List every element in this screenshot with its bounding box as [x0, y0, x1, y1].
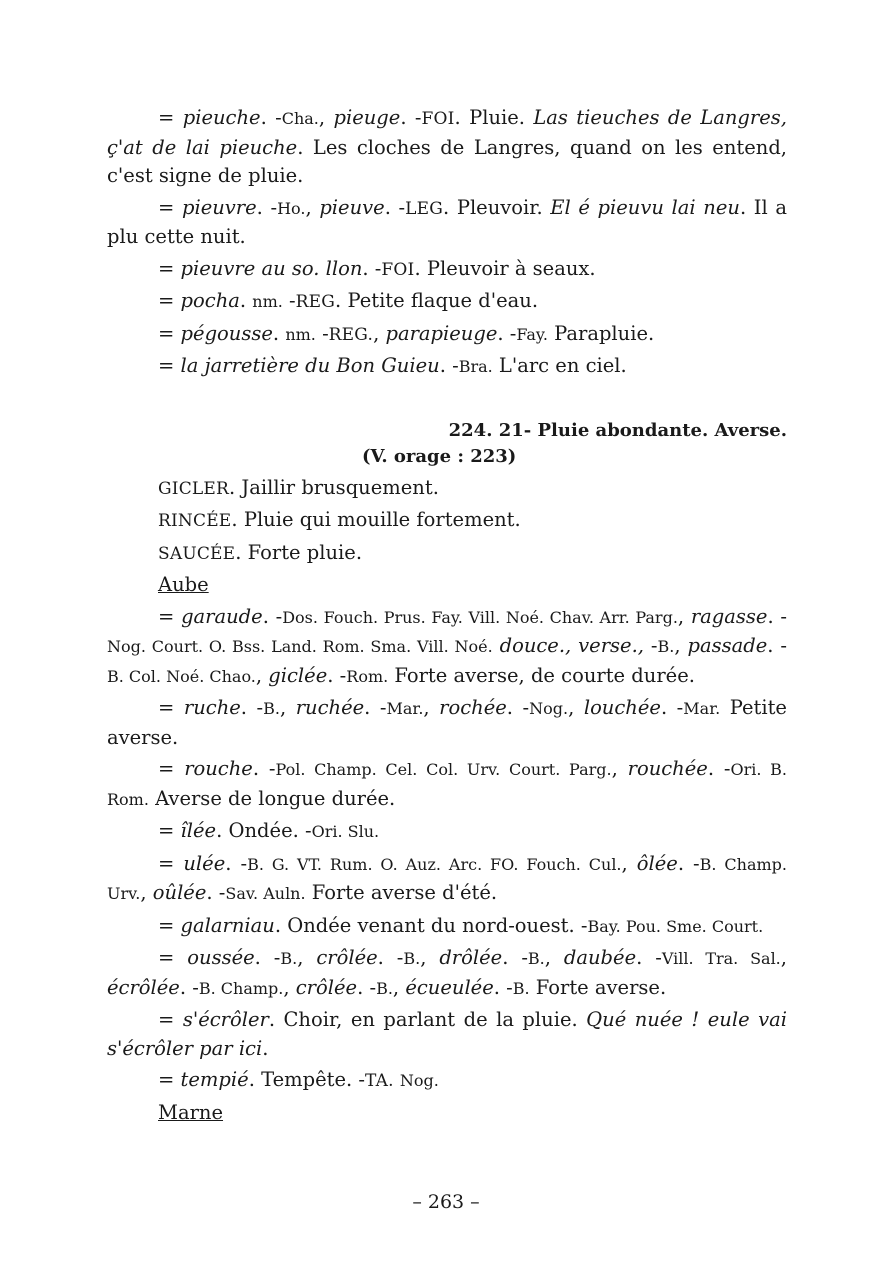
page-number: – 263 – [412, 1191, 480, 1213]
entry-ruche: = ruche. -B., ruchée. -Mar., rochée. -Nog., louchée. -Mar. Petite averse. [107, 696, 787, 749]
entry-ilee: = îlée. Ondée. -Ori. Slu. [158, 819, 380, 842]
entry-pegousse: = pégousse. nm. -REG., parapieuge. -Fay. Parapluie. [158, 321, 655, 345]
entry-pieuvre-au-sollon: = pieuvre au so. llon. -FOI. Pleuvoir à seaux. [158, 256, 596, 280]
section-heading-crossref: (V. orage : 223) [362, 445, 517, 467]
entry-garaude: = garaude. -Dos. Fouch. Prus. Fay. Vill. Noé. Chav. Arr. Parg., ragasse. -Nog. Court. O. Bss. Land. Rom. Sma. Vill. Noé. douce., verse., -B., passade. -B. Col. Noé. Chao., giclée. -Rom. Forte averse, de courte durée. [107, 604, 787, 687]
entry-pocha: = pocha. nm. -REG. Petite flaque d'eau. [158, 289, 539, 312]
entry-jarretiere: = la jarretière du Bon Guieu. -Bra. L'arc en ciel. [158, 354, 627, 377]
region-heading-marne: Marne [158, 1100, 224, 1124]
entry-rouche: = rouche. -Pol. Champ. Cel. Col. Urv. Court. Parg., rouchée. -Ori. B. Rom. Averse de longue durée. [107, 757, 787, 810]
section-spacer [107, 385, 787, 418]
entry-pieuche: = pieuche. -Cha., pieuge. -FOI. Pluie. Las tieuches de Langres, ç'at de lai pieuche. Les cloches de Langres, quand on les entend, c'est signe de pluie. [107, 106, 787, 187]
entry-saucee: SAUCÉE. Forte pluie. [158, 540, 363, 564]
entry-gicler: GICLER. Jaillir brusquement. [158, 475, 439, 499]
entry-ulee: = ulée. -B. G. VT. Rum. O. Auz. Arc. FO. Fouch. Cul., ôlée. -B. Champ. Urv., oûlée. -Sav. Auln. Forte averse d'été. [107, 851, 787, 904]
page-body [107, 104, 787, 1130]
entry-galarniau: = galarniau. Ondée venant du nord-ouest. -Bay. Pou. Sme. Court. [158, 913, 764, 937]
section-heading: 224. 21- Pluie abondante. Averse. [448, 419, 787, 441]
entry-oussee: = oussée. -B., crôlée. -B., drôlée. -B., daubée. -Vill. Tra. Sal., écrôlée. -B. Champ., crôlée. -B., écueulée. -B. Forte averse. [107, 946, 787, 999]
entry-tempie: = tempié. Tempête. -TA. Nog. [158, 1068, 439, 1091]
region-heading-aube: Aube [158, 573, 209, 596]
entry-rincee: RINCÉE. Pluie qui mouille fortement. [158, 508, 521, 531]
entry-pieuvre: = pieuvre. -Ho., pieuve. -LEG. Pleuvoir. El é pieuvu lai neu. Il a plu cette nuit. [107, 195, 787, 248]
entry-secroler: = s'écrôler. Choir, en parlant de la pluie. Qué nuée ! eule vai s'écrôler par ici. [107, 1008, 787, 1060]
